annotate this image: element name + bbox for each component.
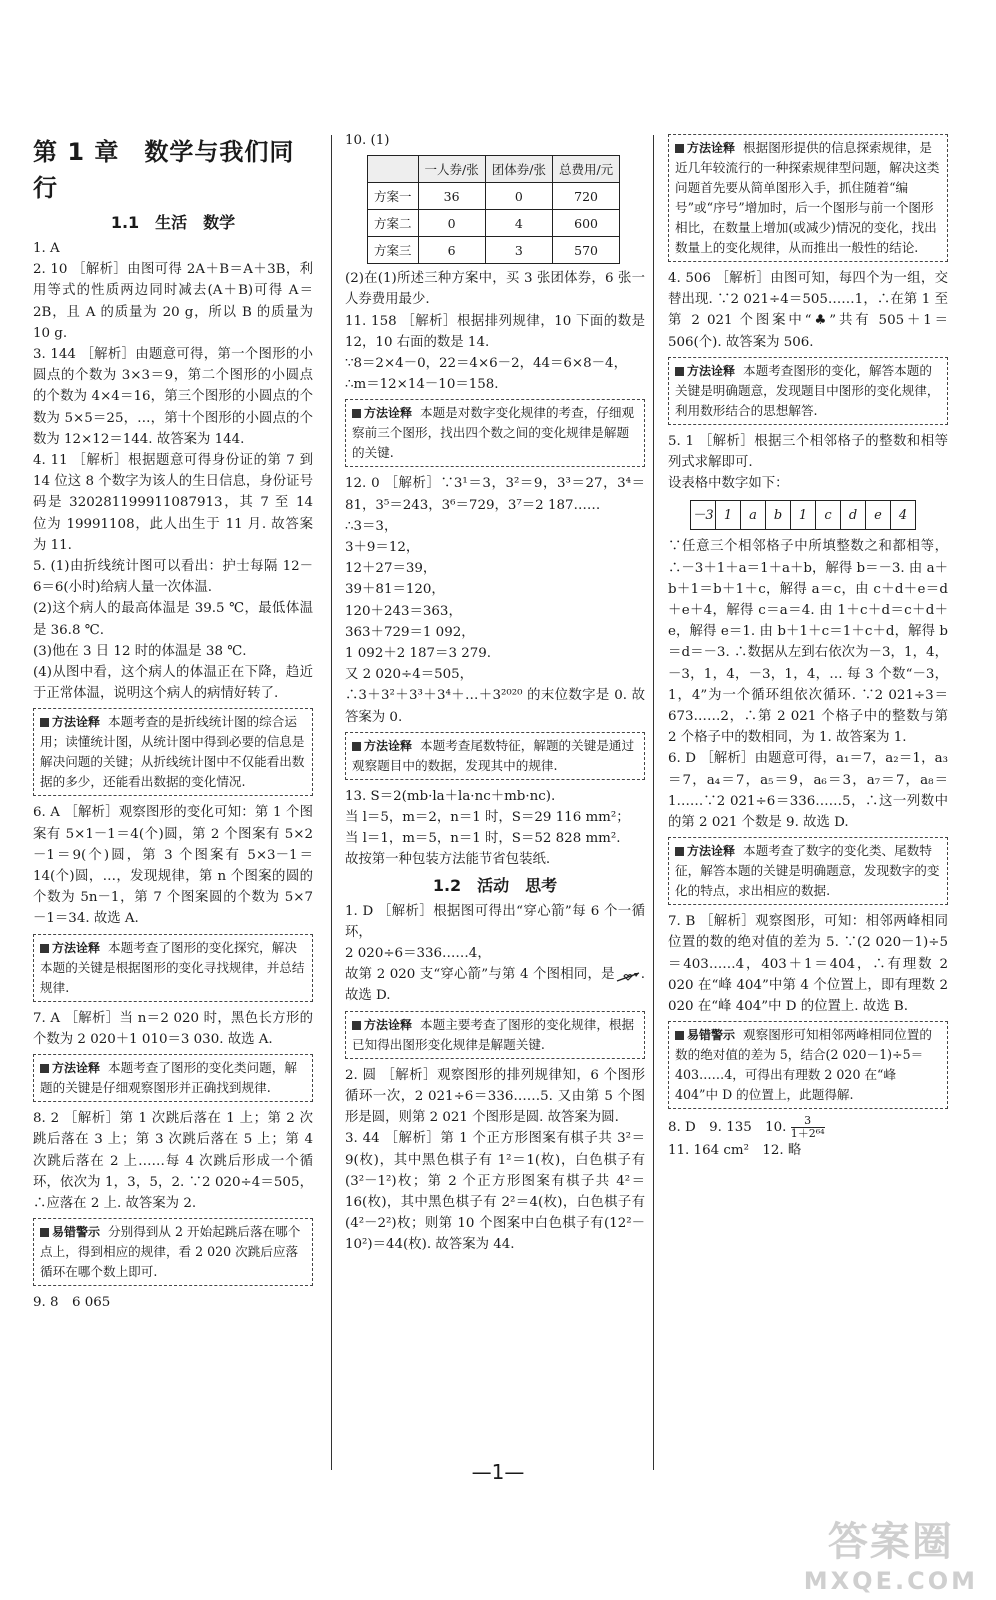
table-row <box>368 237 620 264</box>
note-text: 本题考查了数字的变化类、尾数特征，解答本题的关键是明确题意，发现数字的变化的特点，求出相应的数据. <box>675 843 940 899</box>
answer-item: (3)他在 3 日 12 时的体温是 38 ℃. <box>33 643 247 659</box>
chapter-title: 第 1 章 数学与我们同行 <box>33 138 295 202</box>
answer-item: 当 l＝5，m＝2，n＝1 时，S＝29 116 mm²； <box>345 810 630 826</box>
answer-item: (2)这个病人的最高体温是 39.5 ℃，最低体温是 36.8 ℃. <box>33 601 313 638</box>
table-cell: 团体券/张 <box>485 156 552 183</box>
warning-note-box <box>668 1021 948 1109</box>
answer-item: ∴m＝12×14－10＝158. <box>345 377 499 393</box>
answer-item: ∴3＋3²＋3³＋3⁴＋…＋3²⁰²⁰ 的末位数字是 0. 故答案为 0. <box>345 688 645 725</box>
table-cell: 0 <box>485 183 552 210</box>
answer-item: 5. 1 ［解析］根据三个相邻格子的整数和相等列式求解即可. <box>668 433 948 471</box>
note-text: 根据图形提供的信息探索规律，是近几年较流行的一种探索规律型问题，解决这类问题首先要从简单图形入手，抓住随着“编号”或“序号”增加时，后一个图形与前一个图形相比，在数量上增加(或减少)情况的变化，找出数量上的变化规律，从而推出一般性的结论. <box>675 140 940 255</box>
answer-item: 363＋729＝1 092， <box>345 624 475 640</box>
answer-item: ∵8＝2×4－0，22＝4×6－2，44＝6×8－4， <box>345 356 627 372</box>
answer-item: 1 092＋2 187＝3 279. <box>345 646 492 662</box>
answer-item: 3. 144 ［解析］由题意可得，第一个图形的小圆点的个数为 3×3＝9，第二个图形的小圆点的个数为 4×4＝16，第三个图形的小圆点的个数为 5×5＝25，…，第十个图形的小圆点的个数为 12×12＝144. 故答案为 144. <box>33 347 313 447</box>
answer-item: (2)在(1)所述三种方案中，买 3 张团体券，6 张一人券费用最少. <box>345 271 645 308</box>
method-note-box <box>33 1054 313 1102</box>
answer-item: 120＋243＝363， <box>345 603 462 619</box>
page-number: —1— <box>471 1460 525 1484</box>
fraction-denominator: 1＋2⁶⁴ <box>790 1127 825 1141</box>
column-left <box>33 130 313 1313</box>
note-text: 本题是对数字变化规律的考查，仔细观察前三个图形，找出四个数之间的变化规律是解题的关键. <box>352 405 635 461</box>
answer-item: 4. 506 ［解析］由图可知，每四个为一组，交替出现. ∵2 021÷4＝505……1，∴在第 1 至第 2 021 个图案中“♣”共有 505＋1＝506(个). 故答案为 506. <box>668 271 948 350</box>
answer-text: . 故选 D. <box>345 967 645 1004</box>
arrow-heart-icon <box>615 969 641 981</box>
answer-item: ∴3＝3， <box>345 518 398 534</box>
note-text: 本题考查了图形的变化类问题，解题的关键是仔细观察图形并正确找到规律. <box>40 1060 297 1096</box>
grid-cell: 4 <box>891 501 916 530</box>
grid-cell: 1 <box>791 501 816 530</box>
method-note-box <box>345 1011 645 1059</box>
answer-item: 6. D ［解析］由题意可得，a₁＝7，a₂＝1，a₃＝7，a₄＝7，a₅＝9，a₆＝3，a₇＝7，a₈＝1……∵2 021÷6＝336……5，∴这一列数中的第 2 021 个数是 9. 故选 D. <box>668 751 948 831</box>
section-title: 1.1 生活 数学 <box>110 213 236 232</box>
table-cell: 3 <box>485 237 552 264</box>
grid-cell: －3 <box>691 501 716 530</box>
answer-item: 4. 11 ［解析］根据题意可得身份证的第 7 到 14 位这 8 个数字为该人的生日信息，身份证号码是 320281199911087913，其 7 至 14 位为 19991108，此人出生于 11 月. 故答案为 11. <box>33 453 313 553</box>
watermark-text: 答案圈 <box>827 1519 954 1565</box>
answer-item: 39＋81＝120， <box>345 582 445 598</box>
column-divider <box>331 135 332 1470</box>
note-tag: 方法诠释 <box>675 141 735 155</box>
answer-item: 10. (1) <box>345 133 390 148</box>
column-divider <box>653 135 654 1470</box>
warning-note-box <box>33 1218 313 1286</box>
note-text: 本题主要考查了图形的变化规律，根据已知得出图形变化规律是解题关键. <box>352 1016 635 1052</box>
answer-item: 当 l＝1，m＝5，n＝1 时，S＝52 828 mm². <box>345 831 621 847</box>
watermark-url: MXQE.COM <box>803 1567 978 1595</box>
note-text: 本题考查尾数特征，解题的关键是通过观察题目中的数据，发现其中的规律. <box>352 737 635 773</box>
answer-item: 5. (1)由折线统计图可以看出：护士每隔 12－6＝6(小时)给病人量一次体温. <box>33 559 313 596</box>
note-text: 本题考查了图形的变化探究，解决本题的关键是根据图形的变化寻找规律，并总结规律. <box>40 939 305 995</box>
grid-cell: c <box>816 501 841 530</box>
grid-cell: 1 <box>716 501 741 530</box>
note-tag: 易错警示 <box>40 1225 100 1239</box>
answer-item: 设表格中数字如下： <box>668 476 789 492</box>
table-cell: 36 <box>418 183 485 210</box>
answer-item <box>668 1115 948 1140</box>
table-header-row <box>368 156 620 183</box>
answer-item: 3. 44 ［解析］第 1 个正方形图案有棋子共 3²＝9(枚)，其中黑色棋子有 1²＝1(枚)，白色棋子有(3²－1²)枚；第 2 个正方形图案有棋子共 4²＝16(枚)，其中黑色棋子有 2²＝4(枚)，白色棋子有(4²－2²)枚；则第 10 个图案中白色棋子有(12²－10²)＝44(枚). 故答案为 44. <box>345 1131 645 1253</box>
number-grid-table <box>690 500 916 530</box>
answer-item: 12. 0 ［解析］∵3¹＝3，3²＝9，3³＝27，3⁴＝81，3⁵＝243，3⁶＝729，3⁷＝2 187…… <box>345 476 645 513</box>
answer-item: 7. A ［解析］当 n＝2 020 时，黑色长方形的个数为 2 020＋1 010＝3 030. 故选 A. <box>33 1010 313 1047</box>
answer-item: 11. 158 ［解析］根据排列规律，10 下面的数是 12，10 右面的数是 14. <box>345 313 645 350</box>
table-cell: 720 <box>552 183 619 210</box>
note-text: 观察图形可知相邻两峰相同位置的数的绝对值的差为 5，结合(2 020－1)÷5＝403……4，可得出有理数 2 020 在“峰 404”中 D 的位置上，此题得解. <box>675 1027 932 1103</box>
table-cell: 一人券/张 <box>418 156 485 183</box>
grid-cell: e <box>866 501 891 530</box>
answer-item: 1. D ［解析］根据图可得出“穿心箭”每 6 个一循环， <box>345 903 645 940</box>
note-tag: 易错警示 <box>675 1028 735 1042</box>
method-note-box <box>668 837 948 905</box>
method-note-box <box>345 399 645 467</box>
answer-item: 12＋27＝39， <box>345 561 437 577</box>
table-cell: 0 <box>418 210 485 237</box>
answer-item <box>345 964 645 1006</box>
answer-text: 故第 2 020 支“穿心箭”与第 4 个图相同，是 <box>345 967 615 983</box>
table-cell: 总费用/元 <box>552 156 619 183</box>
method-note-box <box>668 357 948 425</box>
note-text: 分别得到从 2 开始起跳后落在哪个点上，得到相应的规律，看 2 020 次跳后应落循环在哪个数上即可. <box>40 1224 301 1280</box>
grid-cell: a <box>741 501 766 530</box>
table-cell: 方案三 <box>368 237 419 264</box>
note-tag: 方法诠释 <box>352 406 412 420</box>
answer-item: 8. 2 ［解析］第 1 次跳后落在 1 上；第 2 次跳后落在 3 上；第 3 次跳后落在 5 上；第 4 次跳后落在 2 上……每 4 次跳后形成一个循环，依次为 1，3，5，2. ∵2 020÷4＝505，∴应落在 2 上. 故答案为 2. <box>33 1111 313 1211</box>
section-title: 1.2 活动 思考 <box>432 875 558 895</box>
method-note-box <box>345 732 645 780</box>
grid-cell: d <box>841 501 866 530</box>
table-cell: 方案二 <box>368 210 419 237</box>
answer-item: 6. A ［解析］观察图形的变化可知：第 1 个图案有 5×1－1＝4(个)圆，第 2 个图案有 5×2－1＝9(个)圆，第 3 个图案有 5×3－1＝14(个)圆，…，发现规律，第 n 个图案的圆的个数为 5n－1，第 7 个图案圆的个数为 5×7－1＝34. 故选 A. <box>33 805 313 927</box>
column-right <box>668 130 948 1161</box>
table-cell: 4 <box>485 210 552 237</box>
answer-text: 8. D 9. 135 10. <box>668 1120 787 1136</box>
answer-item: 2. 10 ［解析］由图可得 2A＋B＝A＋3B，利用等式的性质两边同时减去(A＋B)可得 A＝2B，且 A 的质量为 20 g，所以 B 的质量为 10 g. <box>33 262 313 341</box>
note-tag: 方法诠释 <box>675 364 735 378</box>
note-text: 本题考查的是折线统计图的综合运用；读懂统计图，从统计图中得到必要的信息是解决问题的关键；从折线统计图中不仅能看出数据的多少，还能看出数据的变化情况. <box>40 714 305 790</box>
note-tag: 方法诠释 <box>675 844 735 858</box>
note-tag: 方法诠释 <box>40 1061 100 1075</box>
note-tag: 方法诠释 <box>40 941 100 955</box>
fraction <box>791 1115 825 1140</box>
table-row <box>368 210 620 237</box>
method-note-box <box>33 708 313 796</box>
table-cell: 6 <box>418 237 485 264</box>
answer-item: ∵任意三个相邻格子中所填整数之和都相等，∴－3＋1＋a＝1＋a＋b，解得 b＝－3. 由 a＋b＋1＝b＋1＋c，解得 a＝c，由 c＋d＋e＝d＋e＋4，解得 c＝a＝4. 由 1＋c＋d＝c＋d＋e，解得 e＝1. 由 b＋1＋c＝1＋c＋d，解得 b＝d＝－3. ∴数据从左到右依次为－3，1，4，－3，1，4，－3，1，4，… 每 3 个数“－3，1，4”为一个循环组依次循环. ∵2 021÷3＝673……2，∴第 2 021 个格子中的整数与第 2 个格子中的数相同，为 1. 故答案为 1. <box>668 539 948 746</box>
table-cell: 600 <box>552 210 619 237</box>
table-cell: 方案一 <box>368 183 419 210</box>
method-note-box <box>33 934 313 1002</box>
answer-item: 2 020÷6＝336……4， <box>345 946 491 962</box>
answer-item: 又 2 020÷4＝505， <box>345 667 474 683</box>
answer-item: 7. B ［解析］观察图形，可知：相邻两峰相同位置的数的绝对值的差为 5. ∵(2 020－1)÷5＝403……4，403＋1＝404，∴有理数 2 020 在“峰 404”中第 4 个位置上，即有理数 2 020 在“峰 404”中 D 的位置上. 故选 B. <box>668 914 948 1015</box>
answer-item: 3＋9＝12， <box>345 540 420 556</box>
note-tag: 方法诠释 <box>352 1018 412 1032</box>
note-tag: 方法诠释 <box>352 739 412 753</box>
answer-item: 9. 8 6 065 <box>33 1295 111 1311</box>
table-row <box>691 501 916 530</box>
table-cell <box>368 156 419 183</box>
method-note-box <box>668 134 948 262</box>
answer-item: 13. S＝2(mb·la＋la·nc＋mb·nc). <box>345 788 556 804</box>
answer-item: 故按第一种包装方法能节省包装纸. <box>345 852 551 868</box>
answer-item: (4)从图中看，这个病人的体温正在下降，趋近于正常体温，说明这个病人的病情好转了. <box>33 665 313 702</box>
ticket-plan-table <box>367 155 620 264</box>
fraction-numerator: 3 <box>804 1114 812 1128</box>
note-tag: 方法诠释 <box>40 715 100 729</box>
answer-item: 11. 164 cm² 12. 略 <box>668 1143 802 1159</box>
answer-item: 2. 圆 ［解析］观察图形的排列规律知，6 个图形循环一次，2 021÷6＝336……5. 又由第 5 个图形是圆，则第 2 021 个图形是圆. 故答案为圆. <box>345 1067 645 1126</box>
table-row <box>368 183 620 210</box>
column-middle <box>345 130 645 1256</box>
answer-item: 1. A <box>33 241 60 256</box>
note-text: 本题考查图形的变化，解答本题的关键是明确题意，发现题目中图形的变化规律，利用数形结合的思想解答. <box>675 362 940 418</box>
watermark-logo <box>804 1510 978 1595</box>
table-cell: 570 <box>552 237 619 264</box>
grid-cell: b <box>766 501 791 530</box>
